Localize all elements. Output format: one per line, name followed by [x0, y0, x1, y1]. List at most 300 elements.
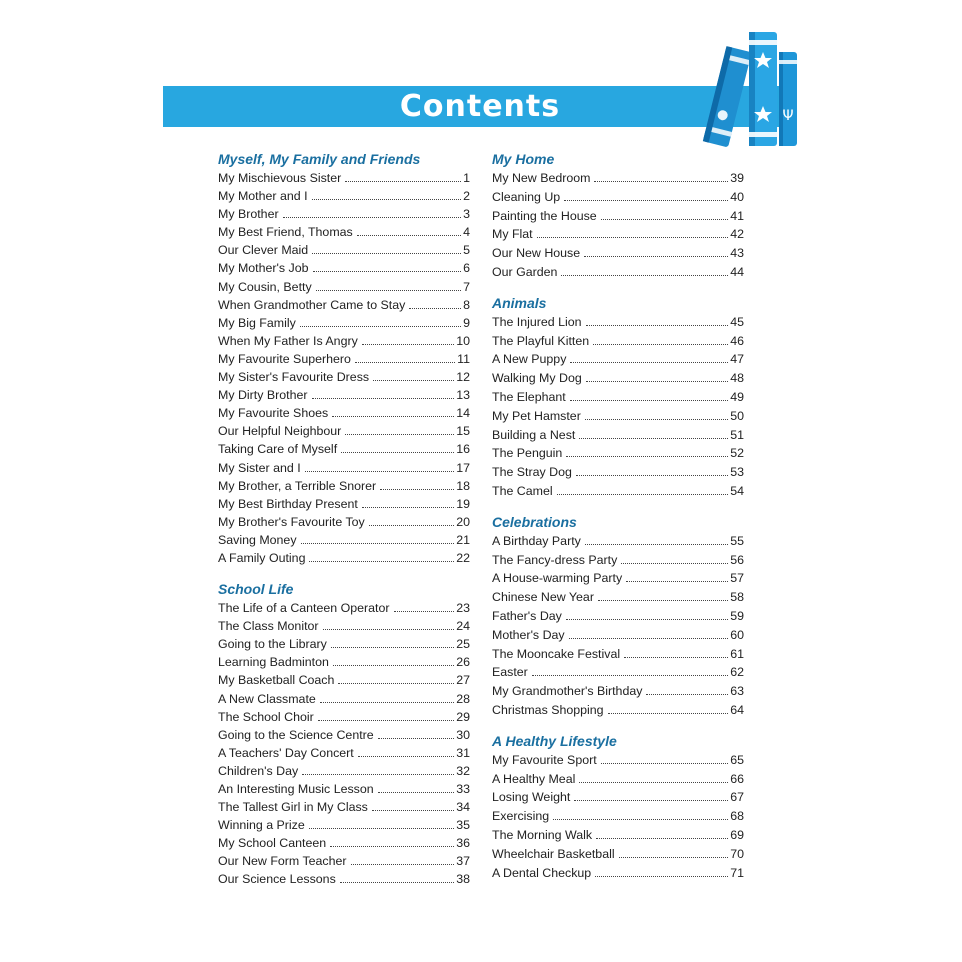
- page-number: 30: [456, 727, 470, 742]
- page-number: 71: [730, 865, 744, 880]
- toc-entry: [492, 532, 744, 551]
- toc-entry: [218, 513, 470, 531]
- page-number: 63: [730, 684, 744, 699]
- page-number: 29: [456, 709, 470, 724]
- dot-leader: [566, 456, 728, 457]
- dot-leader: [621, 563, 728, 564]
- toc-entry: [218, 834, 470, 852]
- toc-entry: [492, 313, 744, 332]
- page-number: 46: [730, 333, 744, 348]
- toc-entry: [492, 807, 744, 826]
- entry-title: My Favourite Sport: [492, 752, 597, 767]
- page-number: 18: [456, 478, 470, 493]
- page-number: 43: [730, 246, 744, 261]
- dot-leader: [584, 256, 728, 257]
- dot-leader: [345, 434, 454, 435]
- page-number: 34: [456, 800, 470, 815]
- toc-entry: [492, 770, 744, 789]
- toc-entry: [492, 826, 744, 845]
- dot-leader: [312, 199, 462, 200]
- page-number: 6: [463, 261, 470, 276]
- toc-entry: [218, 404, 470, 422]
- entry-title: My Mischievous Sister: [218, 171, 342, 185]
- toc-entry: [218, 653, 470, 671]
- page-number: 51: [730, 427, 744, 442]
- section-heading: Celebrations: [492, 513, 577, 530]
- dot-leader: [340, 882, 454, 883]
- toc-entry: [492, 845, 744, 864]
- entry-list: [492, 532, 744, 720]
- page-number: 57: [730, 571, 744, 586]
- toc-entry: [218, 350, 470, 368]
- toc-entry: [492, 864, 744, 883]
- toc-entry: [218, 259, 470, 277]
- dot-leader: [601, 763, 729, 764]
- page-number: 8: [463, 297, 470, 312]
- entry-title: My Mother's Job: [218, 261, 309, 276]
- page-number: 58: [730, 590, 744, 605]
- dot-leader: [586, 381, 728, 382]
- toc-entry: [218, 459, 470, 477]
- dot-leader: [564, 200, 728, 201]
- toc-entry: [218, 671, 470, 689]
- page-number: 41: [730, 208, 744, 223]
- page-number: 32: [456, 763, 470, 778]
- dot-leader: [309, 828, 454, 829]
- entry-title: The Camel: [492, 483, 553, 498]
- entry-title: Our Science Lessons: [218, 872, 336, 887]
- svg-text:Ψ: Ψ: [782, 108, 794, 124]
- entry-list: [492, 313, 744, 501]
- page-number: 59: [730, 608, 744, 623]
- entry-title: Losing Weight: [492, 790, 571, 805]
- toc-entry: [218, 816, 470, 834]
- entry-title: My Brother's Favourite Toy: [218, 514, 365, 529]
- entry-title: My School Canteen: [218, 836, 327, 851]
- toc-entry: [492, 463, 744, 482]
- page-number: 36: [456, 836, 470, 851]
- entry-title: Christmas Shopping: [492, 702, 604, 717]
- entry-title: Walking My Dog: [492, 371, 582, 386]
- dot-leader: [358, 756, 454, 757]
- toc-entry: [492, 482, 744, 501]
- entry-title: Our Helpful Neighbour: [218, 424, 342, 439]
- dot-leader: [595, 876, 728, 877]
- page-number: 26: [456, 655, 470, 670]
- toc-entry: [218, 205, 470, 223]
- entry-title: A Teachers' Day Concert: [218, 745, 354, 760]
- entry-title: Children's Day: [218, 763, 299, 778]
- dot-leader: [345, 181, 461, 182]
- toc-entry: [218, 798, 470, 816]
- page-number: 37: [456, 854, 470, 869]
- page-number: 16: [456, 442, 470, 457]
- section-animals: [492, 294, 744, 501]
- section-school: [218, 580, 470, 889]
- dot-leader: [557, 494, 729, 495]
- entry-title: Saving Money: [218, 532, 297, 547]
- toc-entry: [218, 708, 470, 726]
- dot-leader: [537, 237, 729, 238]
- dot-leader: [313, 271, 462, 272]
- page-number: 42: [730, 227, 744, 242]
- page-number: 54: [730, 483, 744, 498]
- toc-entry: [492, 663, 744, 682]
- toc-entry: [218, 690, 470, 708]
- toc-entry: [492, 225, 744, 244]
- entry-title: The Penguin: [492, 446, 563, 461]
- dot-leader: [596, 838, 728, 839]
- entry-title: Painting the House: [492, 208, 597, 223]
- entry-title: Our New House: [492, 246, 581, 261]
- entry-title: My Cousin, Betty: [218, 279, 312, 294]
- page-number: 38: [456, 872, 470, 887]
- toc-entry: [492, 369, 744, 388]
- dot-leader: [585, 419, 728, 420]
- toc-entry: [492, 263, 744, 282]
- section-home: [492, 150, 744, 282]
- dot-leader: [301, 543, 455, 544]
- toc-entry: [492, 701, 744, 720]
- entry-title: The Elephant: [492, 389, 566, 404]
- toc-entry: [492, 426, 744, 445]
- toc-entry: [218, 332, 470, 350]
- entry-title: Our Garden: [492, 264, 558, 279]
- toc-entry: [492, 407, 744, 426]
- page-number: 21: [456, 532, 470, 547]
- dot-leader: [362, 344, 454, 345]
- dot-leader: [323, 629, 455, 630]
- entry-title: A New Puppy: [492, 352, 567, 367]
- entry-title: A Family Outing: [218, 550, 306, 565]
- section-heading: A Healthy Lifestyle: [492, 732, 617, 749]
- toc-entry: [492, 244, 744, 263]
- page-number: 60: [730, 627, 744, 642]
- entry-title: My Best Birthday Present: [218, 496, 358, 511]
- dot-leader: [338, 683, 454, 684]
- dot-leader: [608, 713, 729, 714]
- dot-leader: [570, 362, 728, 363]
- toc-entry: [218, 278, 470, 296]
- toc-entry: [218, 440, 470, 458]
- toc-entry: [218, 599, 470, 617]
- dot-leader: [373, 380, 454, 381]
- page-number: 44: [730, 264, 744, 279]
- page-number: 5: [463, 243, 470, 258]
- dot-leader: [355, 362, 455, 363]
- toc-entry: [492, 332, 744, 351]
- books-icon: [700, 28, 800, 148]
- entry-title: A House-warming Party: [492, 571, 623, 586]
- toc-entry: [218, 635, 470, 653]
- page-number: 47: [730, 352, 744, 367]
- toc-entry: [492, 207, 744, 226]
- toc-entry: [492, 788, 744, 807]
- entry-title: A New Classmate: [218, 691, 316, 706]
- entry-title: Exercising: [492, 809, 550, 824]
- dot-leader: [341, 452, 454, 453]
- dot-leader: [320, 702, 454, 703]
- dot-leader: [318, 720, 454, 721]
- page-number: 20: [456, 514, 470, 529]
- page-number: 14: [456, 406, 470, 421]
- entry-list: [218, 599, 470, 889]
- entry-title: My Favourite Superhero: [218, 351, 351, 366]
- entry-title: The Injured Lion: [492, 314, 582, 329]
- toc-entry: [218, 549, 470, 567]
- page-number: 33: [456, 782, 470, 796]
- toc-entry: [218, 870, 470, 888]
- page-number: 23: [456, 601, 470, 616]
- toc-entry: [218, 187, 470, 205]
- dot-leader: [330, 846, 454, 847]
- dot-leader: [598, 600, 728, 601]
- section-celebrations: [492, 513, 744, 720]
- dot-leader: [283, 217, 462, 218]
- entry-title: The Life of a Canteen Operator: [218, 601, 390, 616]
- dot-leader: [561, 275, 728, 276]
- page-number: 27: [456, 673, 470, 688]
- page-number: 10: [456, 333, 470, 348]
- section-heading: Myself, My Family and Friends: [218, 151, 421, 167]
- toc-entry: [492, 682, 744, 701]
- entry-title: My Dirty Brother: [218, 388, 308, 403]
- page-number: 68: [730, 809, 744, 824]
- entry-title: The Mooncake Festival: [492, 646, 621, 661]
- page-number: 9: [463, 315, 470, 330]
- toc-entry: [218, 477, 470, 495]
- toc-entry: [218, 531, 470, 549]
- page-number: 70: [730, 846, 744, 861]
- entry-title: Chinese New Year: [492, 590, 594, 605]
- dot-leader: [309, 561, 454, 562]
- entry-title: When My Father Is Angry: [218, 333, 358, 348]
- entry-title: Easter: [492, 665, 528, 680]
- dot-leader: [569, 638, 729, 639]
- dot-leader: [570, 400, 728, 401]
- toc-entry: [218, 780, 470, 798]
- dot-leader: [594, 181, 728, 182]
- page-title: Contents: [399, 89, 561, 124]
- page-number: 12: [456, 370, 470, 385]
- toc-entry: [218, 726, 470, 744]
- entry-title: Building a Nest: [492, 427, 576, 442]
- dot-leader: [333, 665, 454, 666]
- dot-leader: [378, 738, 455, 739]
- dot-leader: [305, 471, 455, 472]
- dot-leader: [579, 438, 728, 439]
- toc-entry: [492, 607, 744, 626]
- entry-title: My Flat: [492, 227, 533, 242]
- page-number: 53: [730, 465, 744, 480]
- entry-title: Wheelchair Basketball: [492, 846, 615, 861]
- entry-title: The Morning Walk: [492, 827, 593, 842]
- dot-leader: [302, 774, 454, 775]
- page-number: 62: [730, 665, 744, 680]
- entry-title: A Birthday Party: [492, 533, 581, 548]
- page-number: 11: [457, 351, 470, 366]
- section-family: [218, 150, 470, 567]
- page-number: 39: [730, 171, 744, 185]
- dot-leader: [601, 219, 728, 220]
- toc-entry: [218, 296, 470, 314]
- page-number: 45: [730, 314, 744, 329]
- toc-entry: [492, 388, 744, 407]
- toc-entry: [218, 852, 470, 870]
- dot-leader: [380, 489, 454, 490]
- toc-entry: [218, 744, 470, 762]
- toc-entry: [218, 617, 470, 635]
- entry-title: When Grandmother Came to Stay: [218, 297, 406, 312]
- dot-leader: [619, 857, 729, 858]
- entry-list: [492, 169, 744, 282]
- page-number: 35: [456, 818, 470, 833]
- dot-leader: [372, 810, 454, 811]
- entry-title: The Tallest Girl in My Class: [218, 800, 368, 815]
- dot-leader: [593, 344, 728, 345]
- dot-leader: [316, 290, 461, 291]
- entry-list: [218, 169, 470, 567]
- toc-entry: [492, 626, 744, 645]
- page-number: 56: [730, 552, 744, 567]
- toc-entry: [218, 762, 470, 780]
- entry-title: My Sister and I: [218, 460, 301, 475]
- toc-entry: [218, 223, 470, 241]
- dot-leader: [409, 308, 461, 309]
- dot-leader: [378, 792, 455, 793]
- toc-entry: [218, 241, 470, 259]
- dot-leader: [300, 326, 461, 327]
- page-number: 28: [456, 691, 470, 706]
- section-healthy-lifestyle: [492, 732, 744, 883]
- entry-title: My Mother and I: [218, 189, 308, 204]
- right-column: [492, 150, 744, 882]
- page-number: 7: [463, 279, 470, 294]
- toc-entry: [492, 751, 744, 770]
- dot-leader: [331, 647, 454, 648]
- toc-entry: [218, 368, 470, 386]
- toc-entry: [492, 188, 744, 207]
- entry-title: Cleaning Up: [492, 189, 561, 204]
- entry-title: My Brother: [218, 207, 279, 222]
- dot-leader: [624, 657, 728, 658]
- dot-leader: [626, 581, 728, 582]
- entry-title: My Big Family: [218, 315, 296, 330]
- page-number: 3: [463, 207, 470, 222]
- section-heading: School Life: [218, 581, 294, 598]
- section-heading: Animals: [492, 294, 547, 311]
- page-number: 65: [730, 752, 744, 767]
- entry-title: Our New Form Teacher: [218, 854, 347, 869]
- toc-entry: [218, 386, 470, 404]
- dot-leader: [585, 544, 728, 545]
- entry-title: My Favourite Shoes: [218, 406, 329, 421]
- dot-leader: [576, 475, 728, 476]
- dot-leader: [646, 694, 728, 695]
- entry-title: My Sister's Favourite Dress: [218, 370, 370, 385]
- left-column: [218, 150, 470, 889]
- dot-leader: [312, 253, 461, 254]
- dot-leader: [332, 416, 454, 417]
- entry-title: Going to the Library: [218, 637, 327, 652]
- entry-title: Learning Badminton: [218, 655, 329, 670]
- entry-title: The Stray Dog: [492, 465, 572, 480]
- dot-leader: [362, 507, 454, 508]
- page-number: 55: [730, 533, 744, 548]
- dot-leader: [586, 325, 729, 326]
- toc-entry: [218, 314, 470, 332]
- page-number: 48: [730, 371, 744, 386]
- toc-entry: [492, 645, 744, 664]
- page-number: 13: [456, 388, 470, 403]
- dot-leader: [369, 525, 454, 526]
- entry-title: A Dental Checkup: [492, 865, 592, 880]
- page-number: 52: [730, 446, 744, 461]
- toc-entry: [218, 169, 470, 187]
- page-number: 22: [456, 550, 470, 565]
- page-number: 67: [730, 790, 744, 805]
- dot-leader: [574, 800, 728, 801]
- page-number: 66: [730, 771, 744, 786]
- dot-leader: [351, 864, 455, 865]
- page-number: 40: [730, 189, 744, 204]
- dot-leader: [579, 782, 728, 783]
- toc-entry: [492, 169, 744, 188]
- entry-title: My New Bedroom: [492, 171, 591, 185]
- dot-leader: [394, 611, 455, 612]
- dot-leader: [312, 398, 455, 399]
- entry-title: The Fancy-dress Party: [492, 552, 618, 567]
- page-number: 69: [730, 827, 744, 842]
- entry-title: The Class Monitor: [218, 619, 319, 634]
- entry-title: Father's Day: [492, 608, 562, 623]
- toc-entry: [492, 444, 744, 463]
- entry-title: The Playful Kitten: [492, 333, 590, 348]
- entry-title: My Brother, a Terrible Snorer: [218, 478, 377, 493]
- entry-title: Winning a Prize: [218, 818, 305, 833]
- dot-leader: [357, 235, 461, 236]
- entry-title: Our Clever Maid: [218, 243, 309, 258]
- page-number: 15: [456, 424, 470, 439]
- entry-title: Going to the Science Centre: [218, 727, 374, 742]
- toc-entry: [492, 588, 744, 607]
- toc-entry: [492, 551, 744, 570]
- page-number: 4: [463, 225, 470, 240]
- page-number: 50: [730, 408, 744, 423]
- entry-title: My Basketball Coach: [218, 673, 335, 688]
- page-number: 1: [463, 171, 470, 185]
- toc-entry: [218, 495, 470, 513]
- entry-title: My Best Friend, Thomas: [218, 225, 353, 240]
- entry-title: My Pet Hamster: [492, 408, 581, 423]
- page-number: 17: [456, 460, 470, 475]
- dot-leader: [532, 675, 728, 676]
- toc-entry: [492, 569, 744, 588]
- entry-title: An Interesting Music Lesson: [218, 782, 374, 796]
- page-number: 64: [730, 702, 744, 717]
- entry-title: The School Choir: [218, 709, 314, 724]
- page-number: 2: [463, 189, 470, 204]
- page-number: 19: [456, 496, 470, 511]
- entry-title: My Grandmother's Birthday: [492, 684, 643, 699]
- entry-list: [492, 751, 744, 883]
- dot-leader: [566, 619, 728, 620]
- entry-title: A Healthy Meal: [492, 771, 576, 786]
- page-number: 31: [456, 745, 470, 760]
- toc-entry: [218, 422, 470, 440]
- section-heading: My Home: [492, 151, 555, 167]
- entry-title: Mother's Day: [492, 627, 565, 642]
